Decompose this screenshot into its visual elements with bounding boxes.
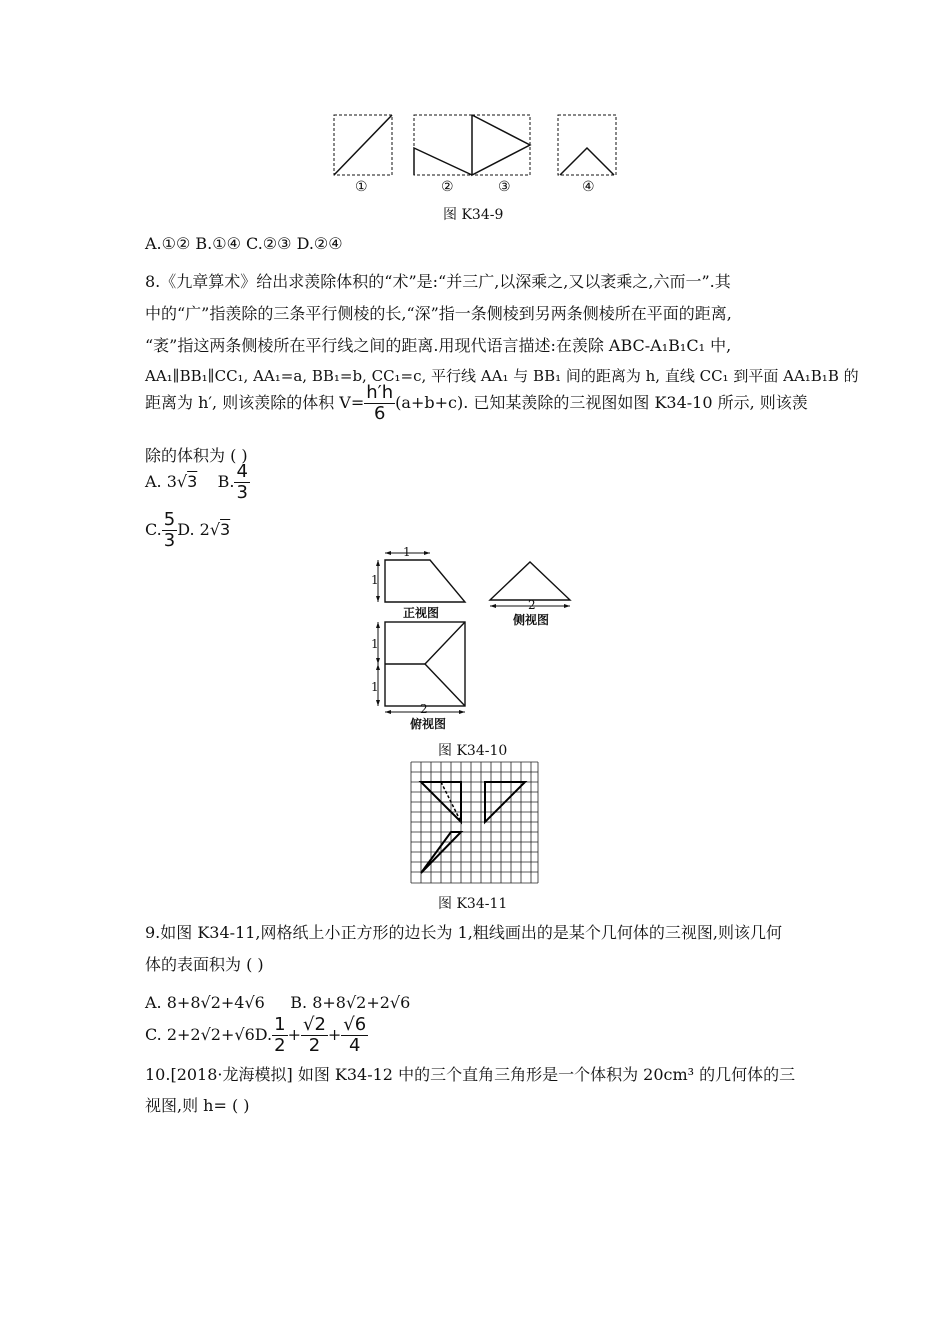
q9-line-1: 9.如图 K34-11,网格纸上小正方形的边长为 1,粗线画出的是某个几何体的三视图,则该几何 <box>145 923 782 942</box>
side-view-label: 侧视图 <box>513 613 550 627</box>
volume-fraction <box>364 383 395 424</box>
q8-option-d: D. 2 <box>177 520 210 539</box>
denominator: 3 <box>163 530 176 551</box>
fig11-caption: 图 K34-11 <box>438 896 508 912</box>
q9-options-cd: C. 2+2√2+√6D. $\frac{1}{2}$ + $\frac{√2}{2}$ + $\frac{√6}{4}$ <box>145 1014 367 1056</box>
fig9-label-3: ③ <box>498 179 511 195</box>
sqrt-sign: √3 <box>209 520 231 539</box>
radicand: 3 <box>187 472 198 491</box>
top-view-width: 2 <box>420 702 428 716</box>
q8-line-1: 8.《九章算术》给出求羡除体积的“术”是:“并三广,以深乘之,又以袤乘之,六而一”.其 <box>145 272 731 291</box>
q8-line-3: “袤”指这两条侧棱所在平行线之间的距离.用现代语言描述:在羡除 ABC-A₁B₁C₁ 中, <box>145 336 732 355</box>
volume-denominator: 6 <box>373 403 386 424</box>
radicand: 3 <box>220 520 231 539</box>
denominator: 4 <box>349 1035 361 1056</box>
fig9-label-4: ④ <box>582 179 595 195</box>
q9-d-fraction-1 <box>272 1015 287 1056</box>
q8-line-6: 除的体积为 ( ) <box>145 446 248 465</box>
q8-line5-post: (a+b+c). 已知某羡除的三视图如图 K34-10 所示, 则该羡 <box>395 393 808 412</box>
front-view-label: 正视图 <box>403 606 440 620</box>
q8-option-b: B. <box>217 472 235 491</box>
top-view-label: 俯视图 <box>410 717 447 731</box>
q7-options: A.①② B.①④ C.②③ D.②④ <box>145 234 343 253</box>
q9-d-fraction-2 <box>301 1015 328 1056</box>
numerator: √6 <box>343 1014 367 1035</box>
q9-option-a: A. 8+8√2+4√6 <box>145 993 265 1012</box>
q9-option-b: B. 8+8√2+2√6 <box>290 993 411 1012</box>
q8-line-2: 中的“广”指羡除的三条平行侧棱的长,“深”指一条侧棱到另两条侧棱所在平面的距离, <box>145 304 732 323</box>
numerator: 5 <box>163 509 176 530</box>
front-view-height: 1 <box>371 573 379 587</box>
q8-options-ab <box>145 462 250 503</box>
sqrt-sign: √3 <box>176 472 198 491</box>
q8-options-cd <box>145 510 230 551</box>
q9-line-2: 体的表面积为 ( ) <box>145 955 264 974</box>
q8-line-5 <box>145 383 808 424</box>
fig9-label-1: ① <box>355 179 368 195</box>
q9-option-c: C. 2+2√2+√6 <box>145 1025 255 1044</box>
numerator: 1 <box>274 1014 286 1035</box>
q10-line-2: 视图,则 h= ( ) <box>145 1096 250 1115</box>
q9-option-d: D. <box>254 1025 273 1044</box>
denominator: 2 <box>308 1035 321 1056</box>
denominator: 2 <box>274 1035 286 1056</box>
numerator: √2 <box>302 1014 326 1035</box>
q8-line-4: AA₁∥BB₁∥CC₁, AA₁=a, BB₁=b, CC₁=c, 平行线 AA₁ 与 BB₁ 间的距离为 h, 直线 CC₁ 到平面 AA₁B₁B 的 <box>145 367 859 385</box>
q10-line-1: 10.[2018·龙海模拟] 如图 K34-12 中的三个直角三角形是一个体积为 20cm³ 的几何体的三 <box>145 1065 796 1084</box>
front-view-width: 1 <box>403 545 411 559</box>
option-b-fraction <box>234 462 249 503</box>
volume-numerator: h′h <box>366 382 394 403</box>
q8-line5-pre: 距离为 h′, 则该羡除的体积 V= <box>145 393 365 412</box>
denominator: 3 <box>236 482 248 503</box>
side-view-width: 2 <box>528 598 536 612</box>
figure-k34-10 <box>370 545 585 735</box>
top-view-height-upper: 1 <box>371 637 379 651</box>
fig10-caption: 图 K34-10 <box>438 743 508 759</box>
option-c-fraction <box>162 510 177 551</box>
q8-option-c: C. <box>145 520 162 539</box>
numerator: 4 <box>236 461 248 482</box>
top-view-height-lower: 1 <box>371 680 379 694</box>
q8-option-a: A. 3 <box>145 472 177 491</box>
q9-options-ab <box>145 993 410 1012</box>
fig9-label-2: ② <box>441 179 454 195</box>
figure-k34-11 <box>409 760 541 886</box>
q9-d-fraction-3 <box>341 1015 368 1056</box>
fig9-caption: 图 K34-9 <box>443 207 504 223</box>
